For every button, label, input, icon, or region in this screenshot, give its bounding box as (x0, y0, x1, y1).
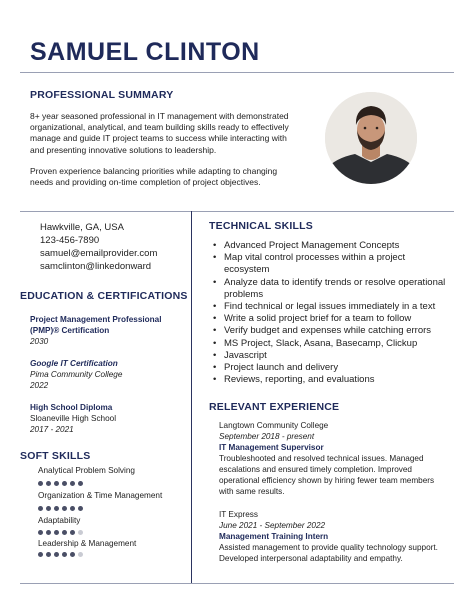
list-item: • Analyze data to identify trends or resolve operational problems (212, 277, 452, 301)
rating-dot-filled (78, 506, 83, 511)
list-item: • Write a solid project brief for a team to follow (212, 313, 452, 325)
contact-phone: 123-456-7890 (40, 235, 100, 246)
rating-dot-filled (46, 530, 51, 535)
rating-dot-filled (70, 506, 75, 511)
education-item-name: Google IT Certification (30, 359, 118, 368)
rating-dot-filled (54, 506, 59, 511)
experience-dates: September 2018 - present (219, 432, 315, 441)
rating-dot-filled (70, 530, 75, 535)
soft-skill-rating (38, 506, 83, 511)
rating-dot-filled (38, 506, 43, 511)
header-divider (20, 72, 454, 73)
soft-skill-rating (38, 481, 83, 486)
education-heading: EDUCATION & CERTIFICATIONS (20, 290, 188, 302)
list-item: • Advanced Project Management Concepts (212, 240, 452, 252)
education-item-date: 2017 - 2021 (30, 425, 74, 434)
rating-dot-filled (62, 506, 67, 511)
technical-skills-heading: TECHNICAL SKILLS (209, 220, 313, 232)
rating-dot-filled (46, 481, 51, 486)
soft-skills-heading: SOFT SKILLS (20, 450, 91, 462)
soft-skill-label: Analytical Problem Solving (38, 466, 135, 475)
education-item (30, 314, 180, 347)
education-item-org: Pima Community College (30, 370, 123, 379)
list-item: • Project launch and delivery (212, 362, 452, 374)
list-item: • MS Project, Slack, Asana, Basecamp, Clickup (212, 338, 452, 350)
rating-dot-filled (46, 506, 51, 511)
education-item-date: 2030 (30, 337, 49, 346)
experience-item (219, 420, 449, 497)
list-item: • Map vital control processes within a project ecosystem (212, 252, 452, 276)
soft-skill-label: Organization & Time Management (38, 491, 163, 500)
experience-description: Troubleshooted and resolved technical issues. Managed escalations and ensured timely completion. Improved operational efficiency shown by hiring fewer team members with same results. (219, 454, 435, 496)
experience-description: Assisted management to provide quality technology support. Developed interpersonal adaptability and empathy. (219, 543, 438, 563)
contact-email: samuel@emailprovider.com (40, 248, 158, 259)
rating-dot-filled (62, 552, 67, 557)
education-item-name: Project Management Professional (PMP)® Certification (30, 315, 162, 335)
technical-skills-list (212, 240, 452, 386)
rating-dot-filled (38, 552, 43, 557)
footer-divider (20, 583, 454, 584)
experience-heading: RELEVANT EXPERIENCE (209, 401, 340, 413)
education-item-date: 2022 (30, 381, 49, 390)
list-item: • Reviews, reporting, and evaluations (212, 374, 452, 386)
education-item-name: High School Diploma (30, 403, 113, 412)
column-divider (191, 211, 192, 583)
soft-skill-label: Adaptability (38, 516, 81, 525)
rating-dot-filled (70, 481, 75, 486)
profile-photo (325, 92, 417, 184)
rating-dot-filled (70, 552, 75, 557)
rating-dot-filled (54, 530, 59, 535)
contact-linkedin: samclinton@linkedonward (40, 261, 152, 272)
rating-dot-filled (62, 481, 67, 486)
contact-location: Hawkville, GA, USA (40, 222, 124, 233)
summary-paragraph-2: Proven experience balancing priorities while adapting to changing needs and providing on-time completion of project objectives. (30, 166, 278, 188)
rating-dot-filled (54, 552, 59, 557)
candidate-name: SAMUEL CLINTON (30, 38, 260, 66)
education-item (30, 358, 180, 391)
soft-skill-label: Leadership & Management (38, 539, 137, 548)
experience-role: Management Training Intern (219, 532, 329, 541)
education-item (30, 402, 180, 435)
rating-dot-filled (38, 481, 43, 486)
summary-heading: PROFESSIONAL SUMMARY (30, 89, 174, 101)
rating-dot-filled (46, 552, 51, 557)
rating-dot-filled (54, 481, 59, 486)
summary-paragraph-1: 8+ year seasoned professional in IT management with demonstrated organizational, analytical, and team building skills ready to effectively manage and guide IT project teams to success while interacting with and presenting innovative solutions to leadership. (30, 111, 289, 155)
list-item: • Verify budget and expenses while catching errors (212, 325, 452, 337)
rating-dot-filled (78, 481, 83, 486)
experience-org: Langtown Community College (219, 421, 329, 430)
experience-dates: June 2021 - September 2022 (219, 521, 326, 530)
rating-dot-filled (62, 530, 67, 535)
experience-role: IT Management Supervisor (219, 443, 324, 452)
list-item: • Javascript (212, 350, 452, 362)
rating-dot-filled (38, 530, 43, 535)
list-item: • Find technical or legal issues immediately in a text (212, 301, 452, 313)
section-divider (20, 211, 454, 212)
soft-skill-rating (38, 552, 83, 557)
education-item-org: Sloaneville High School (30, 414, 117, 423)
experience-org: IT Express (219, 510, 258, 519)
rating-dot-empty (78, 552, 83, 557)
rating-dot-empty (78, 530, 83, 535)
experience-item (219, 509, 449, 564)
soft-skill-rating (38, 530, 83, 535)
